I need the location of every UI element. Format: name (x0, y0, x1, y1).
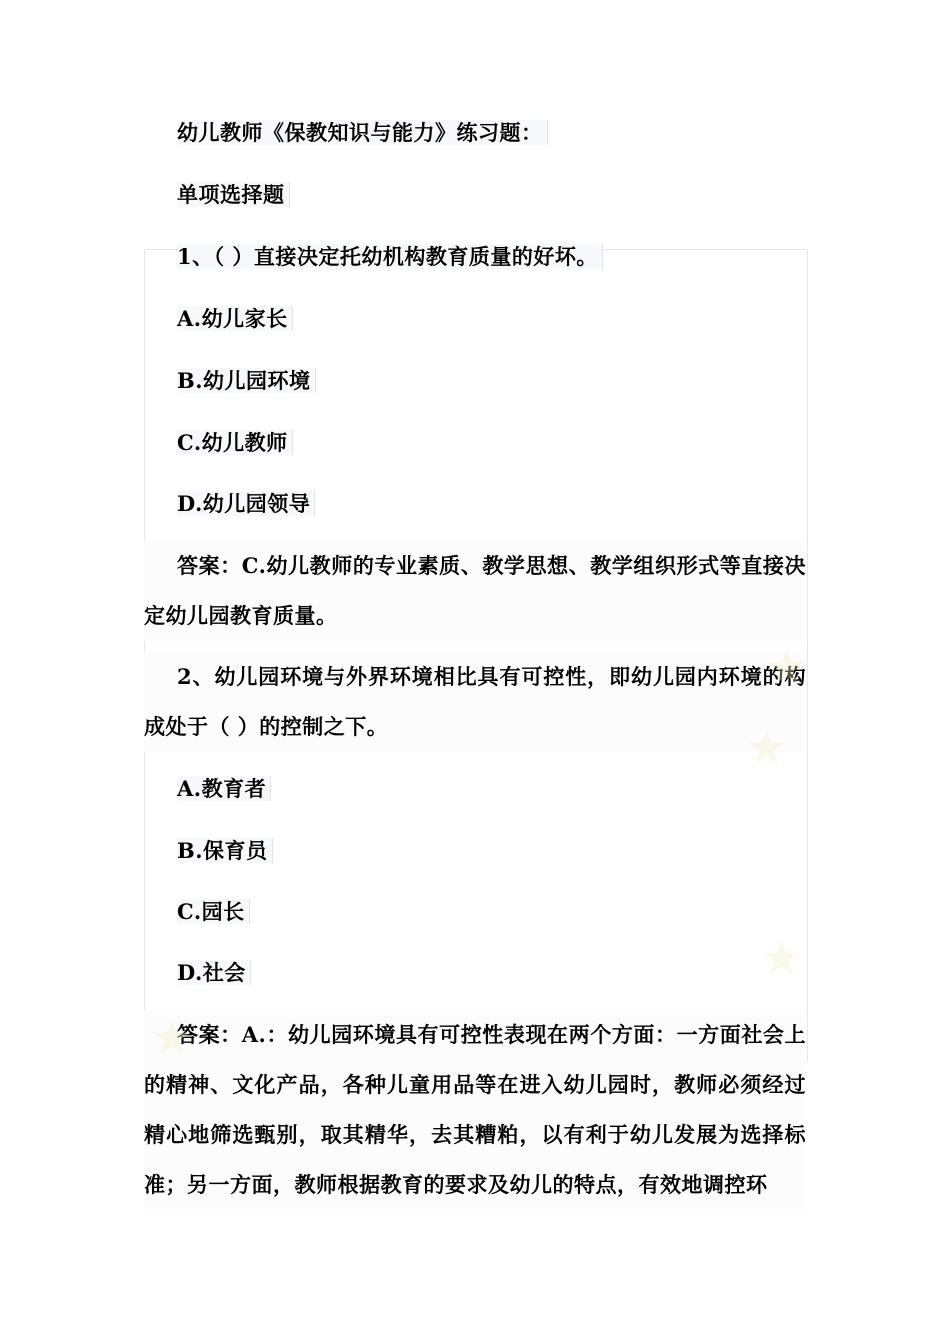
section-heading (177, 180, 290, 210)
q1-answer: 答案：C.幼儿教师的专业素质、教学思想、教学组织形式等直接决定幼儿园教育质量。 (144, 541, 806, 641)
q2-answer: 答案：A.：幼儿园环境具有可控性表现在两个方面：一方面社会上的精神、文化产品，各种儿童用品等在进入幼儿园时，教师必须经过精心地筛选甄别，取其精华，去其糟粕，以有利于幼儿发展为选择标准；另一方面，教师根据教育的要求及幼儿的特点，有效地调控环 (144, 1010, 806, 1210)
q1-option-b-text: B.幼儿园环境 (177, 368, 316, 393)
q2-option-a (177, 774, 271, 804)
q2-option-c (177, 897, 250, 927)
q2-stem: 2、幼儿园环境与外界环境相比具有可控性，即幼儿园内环境的构成处于（ ）的控制之下。 (144, 652, 806, 752)
q1-option-d (177, 489, 315, 519)
q1-option-c-text: C.幼儿教师 (177, 430, 293, 455)
q2-option-c-text: C.园长 (177, 899, 250, 924)
q2-option-b-text: B.保育员 (177, 838, 273, 863)
q1-option-c (177, 428, 293, 458)
doc-title-text: 幼儿教师《保教知识与能力》练习题： (177, 120, 548, 145)
section-heading-text: 单项选择题 (177, 182, 290, 207)
doc-title (177, 118, 548, 148)
q2-option-d (177, 958, 251, 988)
q1-option-a-text: A.幼儿家长 (177, 306, 293, 331)
q1-stem-text: 1、（ ）直接决定托幼机构教育质量的好坏。 (177, 244, 603, 269)
q2-option-d-text: D.社会 (177, 960, 251, 985)
q1-stem (177, 242, 603, 272)
q1-option-d-text: D.幼儿园领导 (177, 491, 315, 516)
q1-option-b (177, 366, 316, 396)
q2-option-b (177, 836, 273, 866)
q1-option-a (177, 304, 293, 334)
q2-option-a-text: A.教育者 (177, 776, 271, 801)
